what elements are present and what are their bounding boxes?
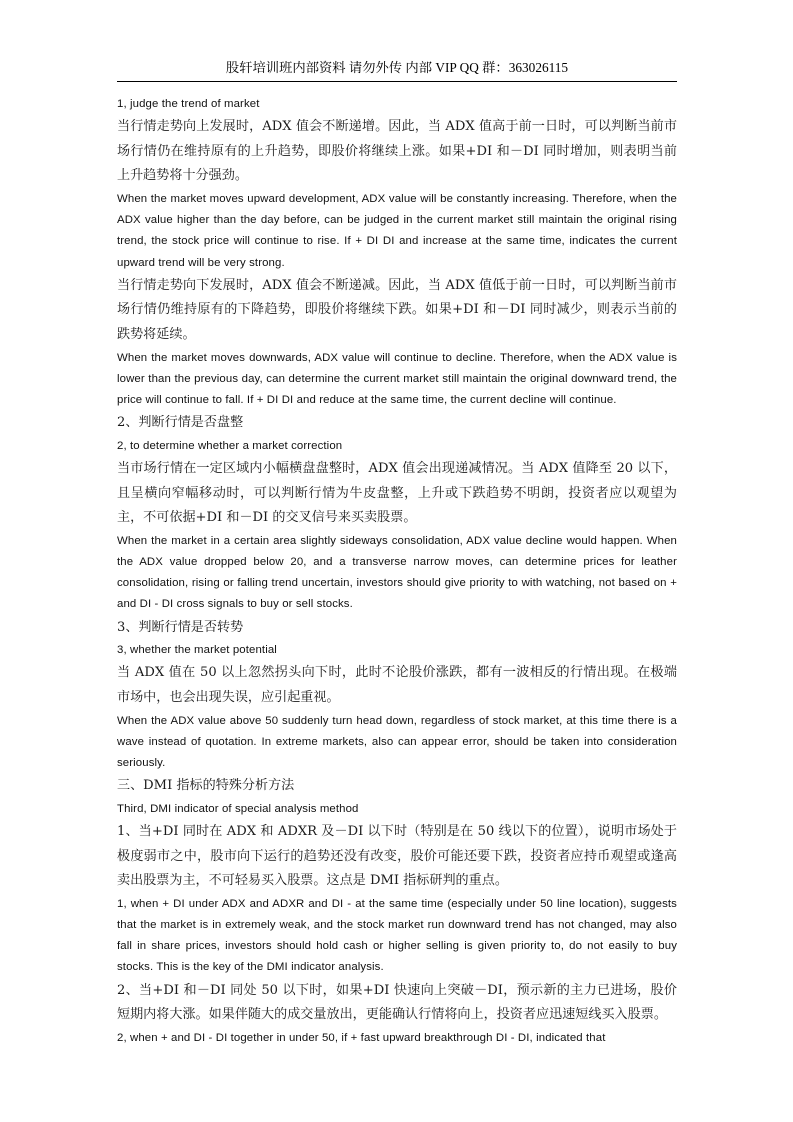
paragraph-b2: 当行情走势向上发展时，ADX 值会不断递增。因此，当 ADX 值高于前一日时，可以判断当前市场行情仍在维持原有的上升趋势，即股价将继续上涨。如果+DI 和－DI 同时增加，则表明当前上升趋势将十分强劲。 bbox=[117, 119, 677, 184]
paragraph-b8: 当市场行情在一定区域内小幅横盘盘整时，ADX 值会出现递减情况。当 ADX 值降至 20 以下，且呈横向窄幅移动时，可以判断行情为牛皮盘整，上升或下跌趋势不明朗，投资者应以观望为主，不可依据+DI 和－DI 的交叉信号来买卖股票。 bbox=[117, 460, 677, 526]
paragraph-b3: When the market moves upward development, ADX value will be constantly increasing. Therefore, when the ADX value higher than the day before, can be judged in the current market still maintain the original rising trend, the stock price will continue to rise. If + DI DI and increase at the same time, indicates the current upward trend will be very strong. bbox=[117, 192, 677, 269]
page-header bbox=[117, 58, 677, 82]
paragraph-b5: When the market moves downwards, ADX value will continue to decline. Therefore, when the ADX value is lower than the previous day, can determine the current market still maintain the original downward trend, the price will continue to fall. If + DI DI and reduce at the same time, the current decline will continue. bbox=[117, 351, 677, 406]
paragraph-b11: 3, whether the market potential bbox=[117, 644, 277, 657]
paragraph-b4: 当行情走势向下发展时，ADX 值会不断递减。因此，当 ADX 值低于前一日时，可以判断当前市场行情仍维持原有的下降趋势，即股价将继续下跌。如果+DI 和－DI 同时减少，则表示当前的跌势将延续。 bbox=[117, 277, 677, 342]
paragraph-b9: When the market in a certain area slightly sideways consolidation, ADX value decline would happen. When the ADX value dropped below 20, and a transverse narrow moves, can determine prices for leather consolidation, rising or falling trend uncertain, investors should give priority to with watching, not based on + and DI - DI cross signals to buy or sell stocks. bbox=[117, 534, 677, 611]
paragraph-b6: 2、判断行情是否盘整 bbox=[117, 415, 244, 431]
paragraph-b14: 三、DMI 指标的特殊分析方法 bbox=[117, 778, 295, 794]
paragraph-b13: When the ADX value above 50 suddenly turn head down, regardless of stock market, at this time there is a wave instead of quotation. In extreme markets, also can appear error, should be taken into consideration seriously. bbox=[117, 714, 677, 769]
paragraph-b18: 2、当+DI 和－DI 同处 50 以下时，如果+DI 快速向上突破－DI，预示新的主力已进场，股价短期内将大涨。如果伴随大的成交量放出，更能确认行情将向上，投资者应迅速短线买入股票。 bbox=[117, 982, 677, 1023]
paragraph-b17: 1, when + DI under ADX and ADXR and DI - at the same time (especially under 50 line location), suggests that the market is in extremely weak, and the stock market run downward trend has not changed, may also fall in share prices, investors should hold cash or higher selling is given priority to, do not easily to buy stocks. This is the key of the DMI indicator analysis. bbox=[117, 897, 677, 974]
paragraph-b16: 1、当+DI 同时在 ADX 和 ADXR 及－DI 以下时（特别是在 50 线以下的位置），说明市场处于极度弱市之中，股市向下运行的趋势还没有改变，股价可能还要下跌，投资者应持币观望或逢高卖出股票为主，不可轻易买入股票。这点是 DMI 指标研判的重点。 bbox=[117, 823, 677, 889]
header-title: 股轩培训班内部资料 请勿外传 内部 VIP QQ 群：363026115 bbox=[225, 60, 569, 75]
paragraph-b10: 3、判断行情是否转势 bbox=[117, 619, 244, 635]
document-body bbox=[117, 94, 677, 1049]
paragraph-b15: Third, DMI indicator of special analysis method bbox=[117, 802, 359, 815]
paragraph-b19: 2, when + and DI - DI together in under 50, if + fast upward breakthrough DI - DI, indicated that bbox=[117, 1031, 606, 1044]
header-divider bbox=[117, 81, 677, 82]
paragraph-b12: 当 ADX 值在 50 以上忽然拐头向下时，此时不论股价涨跌，都有一波相反的行情出现。在极端市场中，也会出现失误，应引起重视。 bbox=[117, 665, 677, 705]
paragraph-b1: 1, judge the trend of market bbox=[117, 98, 260, 110]
paragraph-b7: 2, to determine whether a market correction bbox=[117, 439, 343, 452]
